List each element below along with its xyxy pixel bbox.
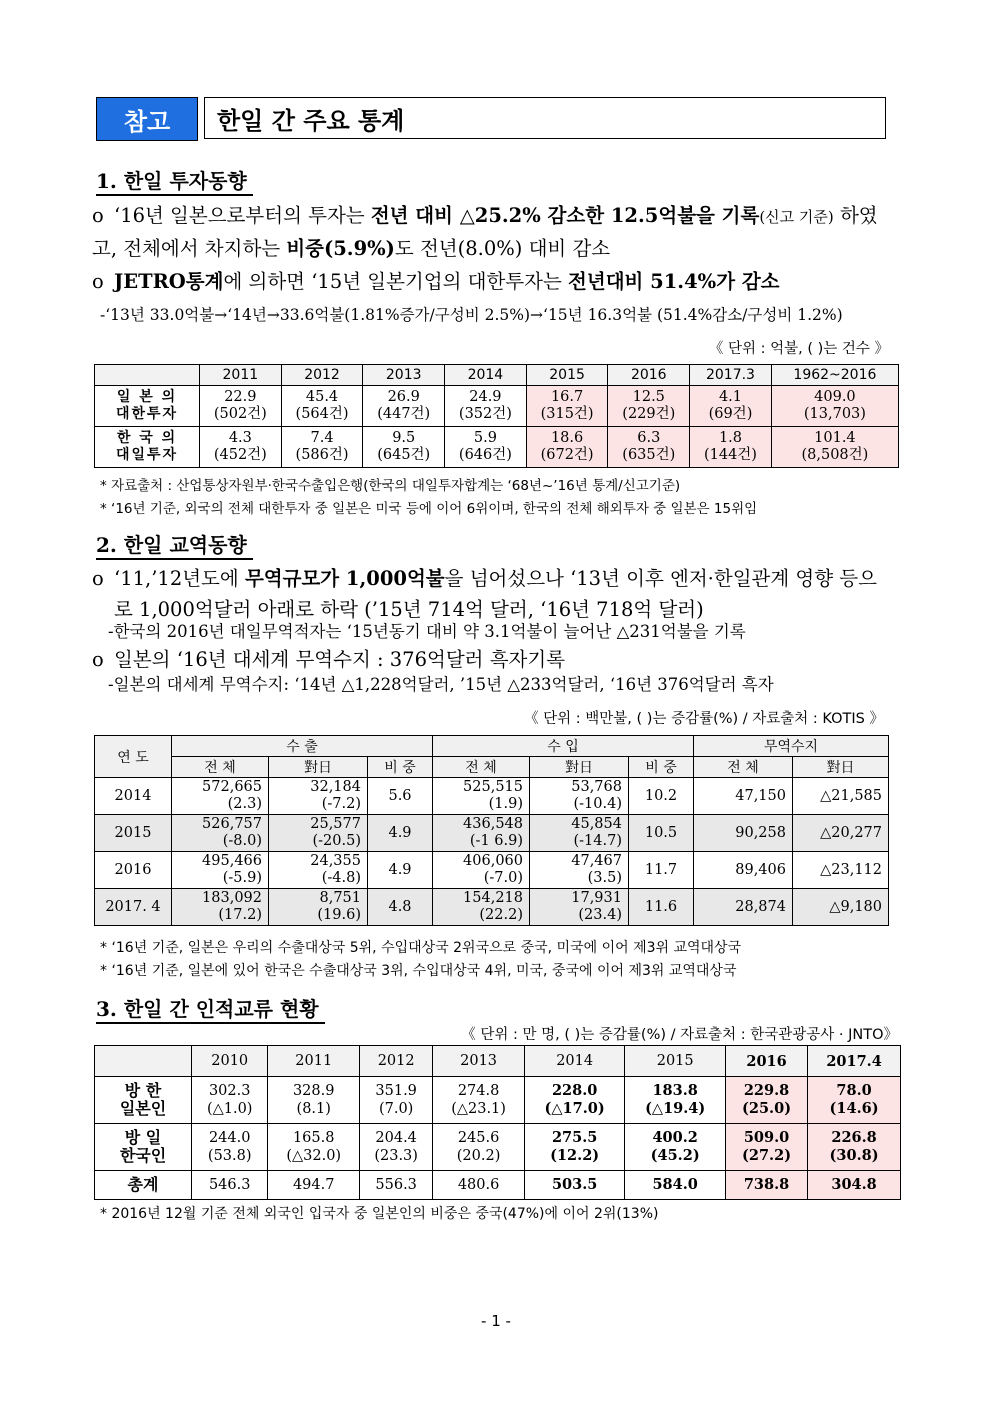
sec1-paragraph-1: o ‘16년 일본으로부터의 투자는 전년 대비 △25.2% 감소한 12.5억불을 기록(신고 기준) 하였고, 전체에서 차지하는 비중(5.9%)도 전년(8.0%) 대비 감소 bbox=[92, 204, 878, 260]
document-header bbox=[96, 97, 888, 141]
sec3-unit-label: 《 단위 : 만 명, ( )는 증감률(%) / 자료출처 : 한국관광공사 · JNTO》 bbox=[461, 1027, 898, 1043]
sec1-sub-item: -‘13년 33.0억불→‘14년→33.6억불(1.81%증가/구성비 2.5%)→‘15년 16.3억불 (51.4%감소/구성비 1.2%) bbox=[100, 306, 843, 324]
sec1-note-2: * ‘16년 기준, 외국의 전체 대한투자 중 일본은 미국 등에 이어 6위이며, 한국의 전체 해외투자 중 일본은 15위임 bbox=[100, 501, 758, 517]
table-row: 2015 526,757 (-8.0) 25,577 (-20.5) 4.9 436,548 (-1 6.9) 45,854 (-14.7) 10.5 90,258 △20,277 bbox=[95, 815, 889, 852]
sec1-unit-label: 《 단위 : 억불, ( )는 건수 》 bbox=[708, 341, 889, 357]
table-row: 방 일 한국인 244.0 (53.8) 165.8 (△32.0) 204.4 (23.3) 245.6 (20.2) 275.5 (12.2) 400.2 (45.2) 509.0 (27.2) 226.8 (30.8) bbox=[95, 1124, 901, 1171]
sec2-paragraph-1: o ‘11,’12년도에 무역규모가 1,000억불을 넘어섰으나 ‘13년 이후 엔저·한일관계 영향 등으로 1,000억달러 아래로 하락 (’15년 714억 달러, ‘16년 718억 달러) bbox=[92, 567, 877, 621]
investment-table bbox=[94, 364, 899, 468]
sec2-unit-label: 《 단위 : 백만불, ( )는 증감률(%) / 자료출처 : KOTIS 》 bbox=[524, 711, 884, 727]
sec1-paragraph-2: o JETRO통계에 의하면 ‘15년 일본기업의 대한투자는 전년대비 51.4%가 감소 bbox=[92, 270, 780, 293]
section-2-title: 2. 한일 교역동향 bbox=[96, 532, 253, 560]
sec2-paragraph-2: o 일본의 ‘16년 대세계 무역수지 : 376억달러 흑자기록 bbox=[92, 648, 566, 671]
table-header-row: 2010 2011 2012 2013 2014 2015 2016 2017.4 bbox=[95, 1046, 901, 1077]
table-header-row: 연 도 수 출 수 입 무역수지 bbox=[95, 736, 889, 757]
sec3-note: * 2016년 12월 기준 전체 외국인 입국자 중 일본인의 비중은 중국(47%)에 이어 2위(13%) bbox=[100, 1206, 659, 1222]
table-row: 일 본 의 대한투자 22.9 (502건) 45.4 (564건) 26.9 (447건) 24.9 (352건) 16.7 (315건) 12.5 (229건) 4.1 (69건) 409.0 (13,703) bbox=[95, 386, 899, 427]
sec2-sub-item-1: -한국의 2016년 대일무역적자는 ‘15년동기 대비 약 3.1억불이 늘어난 △231억불을 기록 bbox=[108, 622, 746, 641]
exchange-table bbox=[94, 1045, 901, 1200]
table-row: 2014 572,665 (2.3) 32,184 (-7.2) 5.6 525,515 (1.9) 53,768 (-10.4) 10.2 47,150 △21,585 bbox=[95, 778, 889, 815]
table-row: 2017. 4 183,092 (17.2) 8,751 (19.6) 4.8 154,218 (22.2) 17,931 (23.4) 11.6 28,874 △9,180 bbox=[95, 889, 889, 926]
table-row: 2016 495,466 (-5.9) 24,355 (-4.8) 4.9 406,060 (-7.0) 47,467 (3.5) 11.7 89,406 △23,112 bbox=[95, 852, 889, 889]
section-1-title: 1. 한일 투자동향 bbox=[96, 168, 253, 196]
table-header-row: 2011 2012 2013 2014 2015 2016 2017.3 1962~2016 bbox=[95, 365, 899, 386]
sec1-note-1: * 자료출처 : 산업통상자원부·한국수출입은행(한국의 대일투자합계는 ‘68년~’16년 통계/신고기준) bbox=[100, 478, 681, 494]
sec2-note-2: * ‘16년 기준, 일본에 있어 한국은 수출대상국 3위, 수입대상국 4위, 미국, 중국에 이어 제3위 교역대상국 bbox=[100, 963, 737, 979]
sec2-note-1: * ‘16년 기준, 일본은 우리의 수출대상국 5위, 수입대상국 2위국으로 중국, 미국에 이어 제3위 교역대상국 bbox=[100, 940, 742, 956]
page-number: - 1 - bbox=[481, 1312, 511, 1330]
table-row: 방 한 일본인 302.3 (△1.0) 328.9 (8.1) 351.9 (7.0) 274.8 (△23.1) 228.0 (△17.0) 183.8 (△19.4) 229.8 (25.0) 78.0 (14.6) bbox=[95, 1077, 901, 1124]
table-subheader-row: 전 체 對日 비 중 전 체 對日 비 중 전 체 對日 bbox=[95, 757, 889, 778]
sec2-sub-item-2: -일본의 대세계 무역수지: ‘14년 △1,228억달러, ’15년 △233억달러, ‘16년 376억달러 흑자 bbox=[108, 675, 774, 694]
table-row: 한 국 의 대일투자 4.3 (452건) 7.4 (586건) 9.5 (645건) 5.9 (646건) 18.6 (672건) 6.3 (635건) 1.8 (144건) 101.4 (8,508건) bbox=[95, 427, 899, 468]
table-total-row: 총계 546.3 494.7 556.3 480.6 503.5 584.0 738.8 304.8 bbox=[95, 1171, 901, 1200]
page-title: 한일 간 주요 통계 bbox=[204, 97, 886, 139]
section-3-title: 3. 한일 간 인적교류 현황 bbox=[96, 996, 325, 1024]
reference-tag: 참고 bbox=[96, 97, 198, 141]
trade-table bbox=[94, 735, 889, 926]
